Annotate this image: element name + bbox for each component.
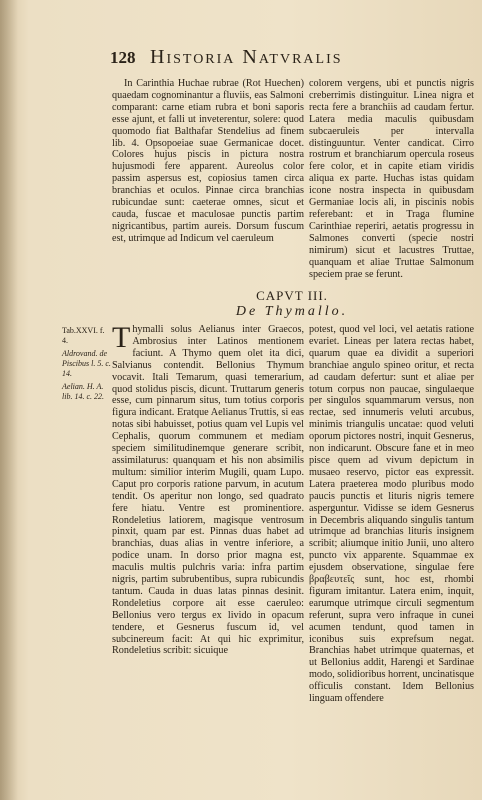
margin-notes	[62, 326, 112, 405]
paragraph: hymalli solus Aelianus inter Graecos, Ambrosius inter Latinos mentionem faciunt. A Thymo quem olet ita dici, Salvianus contendit. Bellonius Thymum vocavit. Itali Temarum, quasi temerarium, quod stolidus piscis, dicunt. Truttarum generis esse, cum pinnarum situs, tum totius corporis figura indicant. Eratque Aelianus Truttis, si eas notas sibi habuisset, potius quam vel Lupis vel Cephalis, quorum communem et mediam speciem similitudinemque generare scribit, assimilaturus: quanquam et his non absimilis multum: similior interim Mugili, quam Lupo. Caput pro corporis ratione parvum, in acutum tendit. Os aperitur non longo, sed quadrato fere hiatu. Ventre est prominentiore. Rondeletius latiorem, magisque ventrosum pinxit, quam par est. Pinnas duas habet ad branchias, duas alias in ventre inferiore, a podice unam. In dorso prior magna est, maculis multis pulchris varia: infra partim nigris, partim subrubentibus, supra rubicundis tantum. Cauda in duas latas pinnas desinit. Rondeletius corpore ait esse caeruleo: Bellonius vero tergus ex livido in opacum tendere, et Gesnerus fuscum id, vel subcinereum facit: At qui hic exprimitur, Rondeletius scribit: sicuique	[112, 324, 304, 657]
paragraph: potest, quod vel loci, vel aetatis ratione evariet. Lineas per latera rectas habet, quarum quae ea dividit a superiori branchiae angulo spineo oritur, et recta ad caudam defertur: sunt et aliae per totum corpus non paucae, singulaeque per singulos squammarum versus, non rectae, sed innumeris veluti arcubus, minimis triangulis uncatae: quod veluti oporum pictores nostri, inquit Gesnerus, non indicarunt. Obscure fane et in meo pisce quem ad vivum depictum in musaeo reservo, pictor eas expressit. Latera praeterea modo pluribus modo paucis punctis et lituris nigris temere asperguntur. Vidisse se idem Gesnerus in Decembris aliquando singulis tantum utrimque ad branchias lituris insignem scribit; aliumque initio Junii, uno altero puncto vix apparente. Squammae ex ejusdem observatione, singulae fere βραβευτεῖς sunt, hoc est, rhombi figuram imitantur. Latera enim, inquit, earumque utrimque circuli segmentum referunt, supra vero infraque in cunei acumen tendunt, quod tamen in iconibus suis exprefsum negat. Branchias habet utrimque quaternas, et ut Bellonius addit, Harengi et Sardinae modo, solidioribus horrent, uncinatisque officulis constant. Idem Bellonius linguam offendere	[309, 324, 474, 705]
top-left-column	[112, 78, 304, 284]
margin-note: Tab.XXVI. f. 4.	[62, 326, 105, 345]
page-number: 128	[110, 48, 136, 67]
bottom-right-column	[309, 324, 474, 794]
drop-cap: T	[112, 324, 131, 354]
chapter-subtitle: De Thymallo.	[235, 304, 349, 319]
margin-note: Aelian. H. A. lib. 14. c. 22.	[62, 382, 104, 401]
bottom-left-column	[112, 324, 304, 782]
paragraph: In Carinthia Huchae rubrae (Rot Huechen) quaedam cognominantur a fluviis, eas Salmoni comparant: carne etiam rubra et boni saporis esse ajunt, et falli ut inveterentur, solere: quod quomodo fiat Balthafar Stendelius ad finem lib. 4. Opsopoeiae suae Germanicae docet. Colores hujus piscis in pictura nostra hujusmodi fere apparent. Aureolus color passim aspersus est, copiosius tamen circa branchias et oculos. Pinnae circa branchias rubicundae sunt: caeterae omnes, sicut et cauda, fuscae et maculosae punctis partim nigricantibus, partim aureis. Dorsum fuscum est, utrimque ad Indicum vel caeruleum	[112, 78, 304, 244]
paragraph: colorem vergens, ubi et punctis nigris creberrimis distinguitur. Linea nigra et recta fere a branchiis ad caudam fertur. Latera media maculis quibusdam subcaeruleis per intervalla distinguuntur. Venter candicat. Cirro rostrum et branchiarum opercula roseus fere color, et in capite etiam viridis aliqua ex parte. Huchas istas quidam icone nostra inspecta in quibusdam Germaniae locis ali, in piscinis nobis referebant: et in Traga flumine Carinthiae reperiri, aetatis progressu in Salmones converti (specie nostri nimirum) sicut et lacustres Truttae, quanquam et aliae Truttae Salmonum speciem prae se ferunt.	[309, 78, 474, 280]
top-right-column	[309, 78, 474, 284]
running-head: Historia Natvralis	[150, 46, 343, 68]
chapter-heading: CAPVT III.	[256, 288, 328, 303]
page-header	[110, 46, 480, 68]
margin-note: Aldrovand. de Piscibus l. 5. c. 14.	[62, 349, 111, 378]
gutter-shadow	[0, 0, 18, 800]
